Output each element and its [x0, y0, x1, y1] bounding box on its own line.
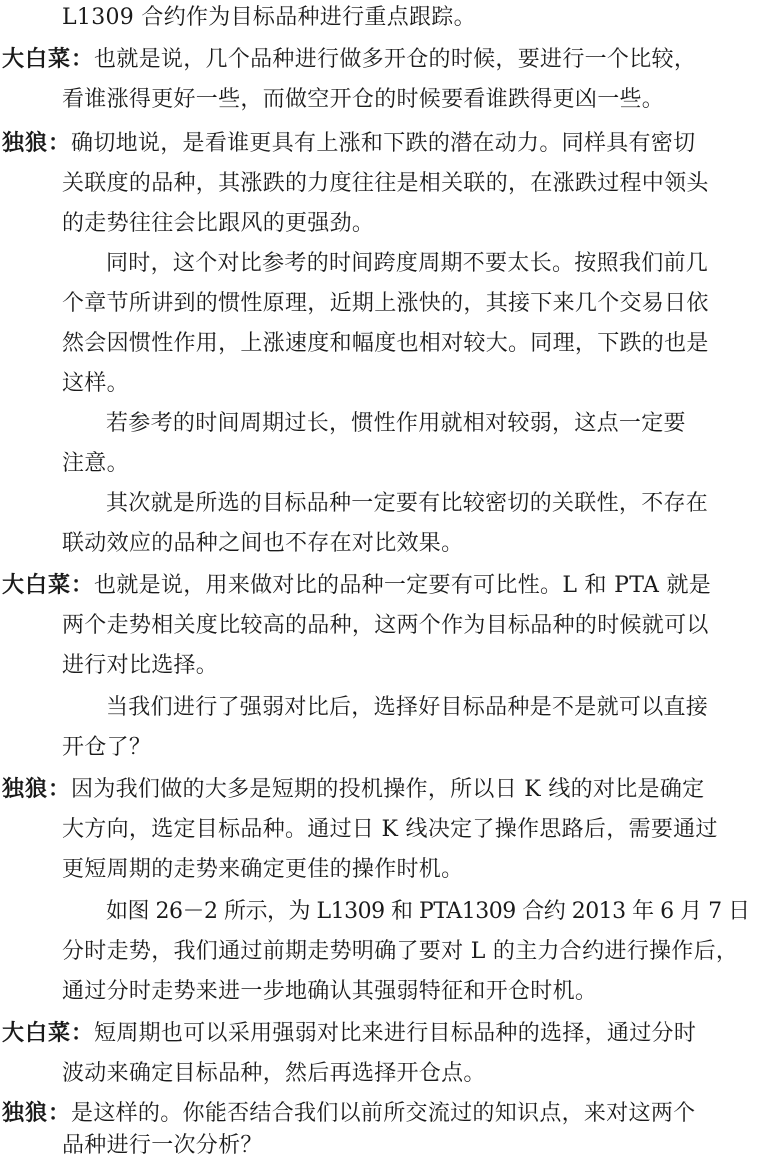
paragraph-line [62, 524, 463, 564]
line-text: 的走势往往会比跟风的更强劲。 [62, 211, 375, 236]
paragraph-line [62, 606, 709, 646]
line-text: 联动效应的品种之间也不存在对比效果。 [62, 531, 464, 556]
speaker-label: 大白菜： [2, 47, 95, 72]
line-text: 关联度的品种，其涨跌的力度往往是相关联的，在涨跌过程中领头 [62, 171, 709, 196]
line-text: 其次就是所选的目标品种一定要有比较密切的关联性，不存在 [106, 491, 709, 516]
line-text: 更短周期的走势来确定更佳的操作时机。 [62, 857, 464, 882]
line-text: 如图 26－2 所示，为 L1309 和 PTA1309 合约 2013 年 6 月 7 日 [106, 899, 750, 924]
paragraph-line [106, 892, 750, 932]
paragraph-line [106, 404, 686, 444]
line-text: 短周期也可以采用强弱对比来进行目标品种的选择，通过分时 [94, 1021, 697, 1046]
paragraph-line [62, 1126, 263, 1166]
paragraph-line [62, 364, 129, 404]
line-text: 两个走势相关度比较高的品种，这两个作为目标品种的时候就可以 [62, 613, 709, 638]
dialogue-line [2, 770, 704, 810]
line-text: 当我们进行了强弱对比后，选择好目标品种是不是就可以直接 [106, 695, 709, 720]
dialogue-line [2, 1014, 696, 1054]
paragraph-line [106, 484, 708, 524]
paragraph-line [62, 284, 709, 324]
line-text: 然会因惯性作用，上涨速度和幅度也相对较大。同理，下跌的也是 [62, 331, 709, 356]
line-text: 同时，这个对比参考的时间跨度周期不要太长。按照我们前几 [106, 251, 709, 276]
line-text: 个章节所讲到的惯性原理，近期上涨快的，其接下来几个交易日依 [62, 291, 709, 316]
paragraph-line [62, 204, 374, 244]
line-text: L1309 合约作为目标品种进行重点跟踪。 [62, 5, 476, 30]
dialogue-line [2, 40, 696, 80]
line-text: 若参考的时间周期过长，惯性作用就相对较弱，这点一定要 [106, 411, 686, 436]
paragraph-line [62, 932, 738, 972]
line-text: 大方向，选定目标品种。通过日 K 线决定了操作思路后，需要通过 [62, 817, 718, 842]
line-text: 确切地说，是看谁更具有上涨和下跌的潜在动力。同样具有密切 [71, 131, 696, 156]
paragraph-line [62, 164, 709, 204]
line-text: 因为我们做的大多是短期的投机操作，所以日 K 线的对比是确定 [71, 777, 705, 802]
speaker-label: 独狼： [2, 777, 72, 802]
speaker-label: 大白菜： [2, 1021, 95, 1046]
line-text: 也就是说，几个品种进行做多开仓的时候，要进行一个比较， [94, 47, 697, 72]
line-text: 开仓了？ [62, 735, 152, 760]
line-text: 注意。 [62, 451, 129, 476]
paragraph-line [62, 850, 463, 890]
paragraph-line [62, 80, 664, 120]
line-text: 也就是说，用来做对比的品种一定要有可比性。L 和 PTA 就是 [94, 573, 712, 598]
paragraph-line [62, 324, 709, 364]
line-text: 看谁涨得更好一些，而做空开仓的时候要看谁跌得更凶一些。 [62, 87, 665, 112]
speaker-label: 独狼： [2, 131, 72, 156]
line-text: 分时走势，我们通过前期走势明确了要对 L 的主力合约进行操作后， [62, 939, 739, 964]
paragraph-line [62, 0, 476, 38]
speaker-label: 大白菜： [2, 573, 95, 598]
paragraph-line [62, 1054, 486, 1094]
line-text: 品种进行一次分析？ [62, 1133, 263, 1158]
line-text: 是这样的。你能否结合我们以前所交流过的知识点，来对这两个 [71, 1101, 696, 1126]
paragraph-line [62, 646, 218, 686]
line-text: 通过分时走势来进一步地确认其强弱特征和开仓时机。 [62, 979, 598, 1004]
paragraph-line [62, 810, 718, 850]
dialogue-line [2, 124, 695, 164]
paragraph-line [62, 972, 597, 1012]
paragraph-line [106, 244, 708, 284]
speaker-label: 独狼： [2, 1101, 72, 1126]
line-text: 波动来确定目标品种，然后再选择开仓点。 [62, 1061, 486, 1086]
line-text: 进行对比选择。 [62, 653, 219, 678]
paragraph-line [106, 688, 708, 728]
dialogue-line [2, 566, 711, 606]
paragraph-line [62, 728, 151, 768]
line-text: 这样。 [62, 371, 129, 396]
paragraph-line [62, 444, 129, 484]
